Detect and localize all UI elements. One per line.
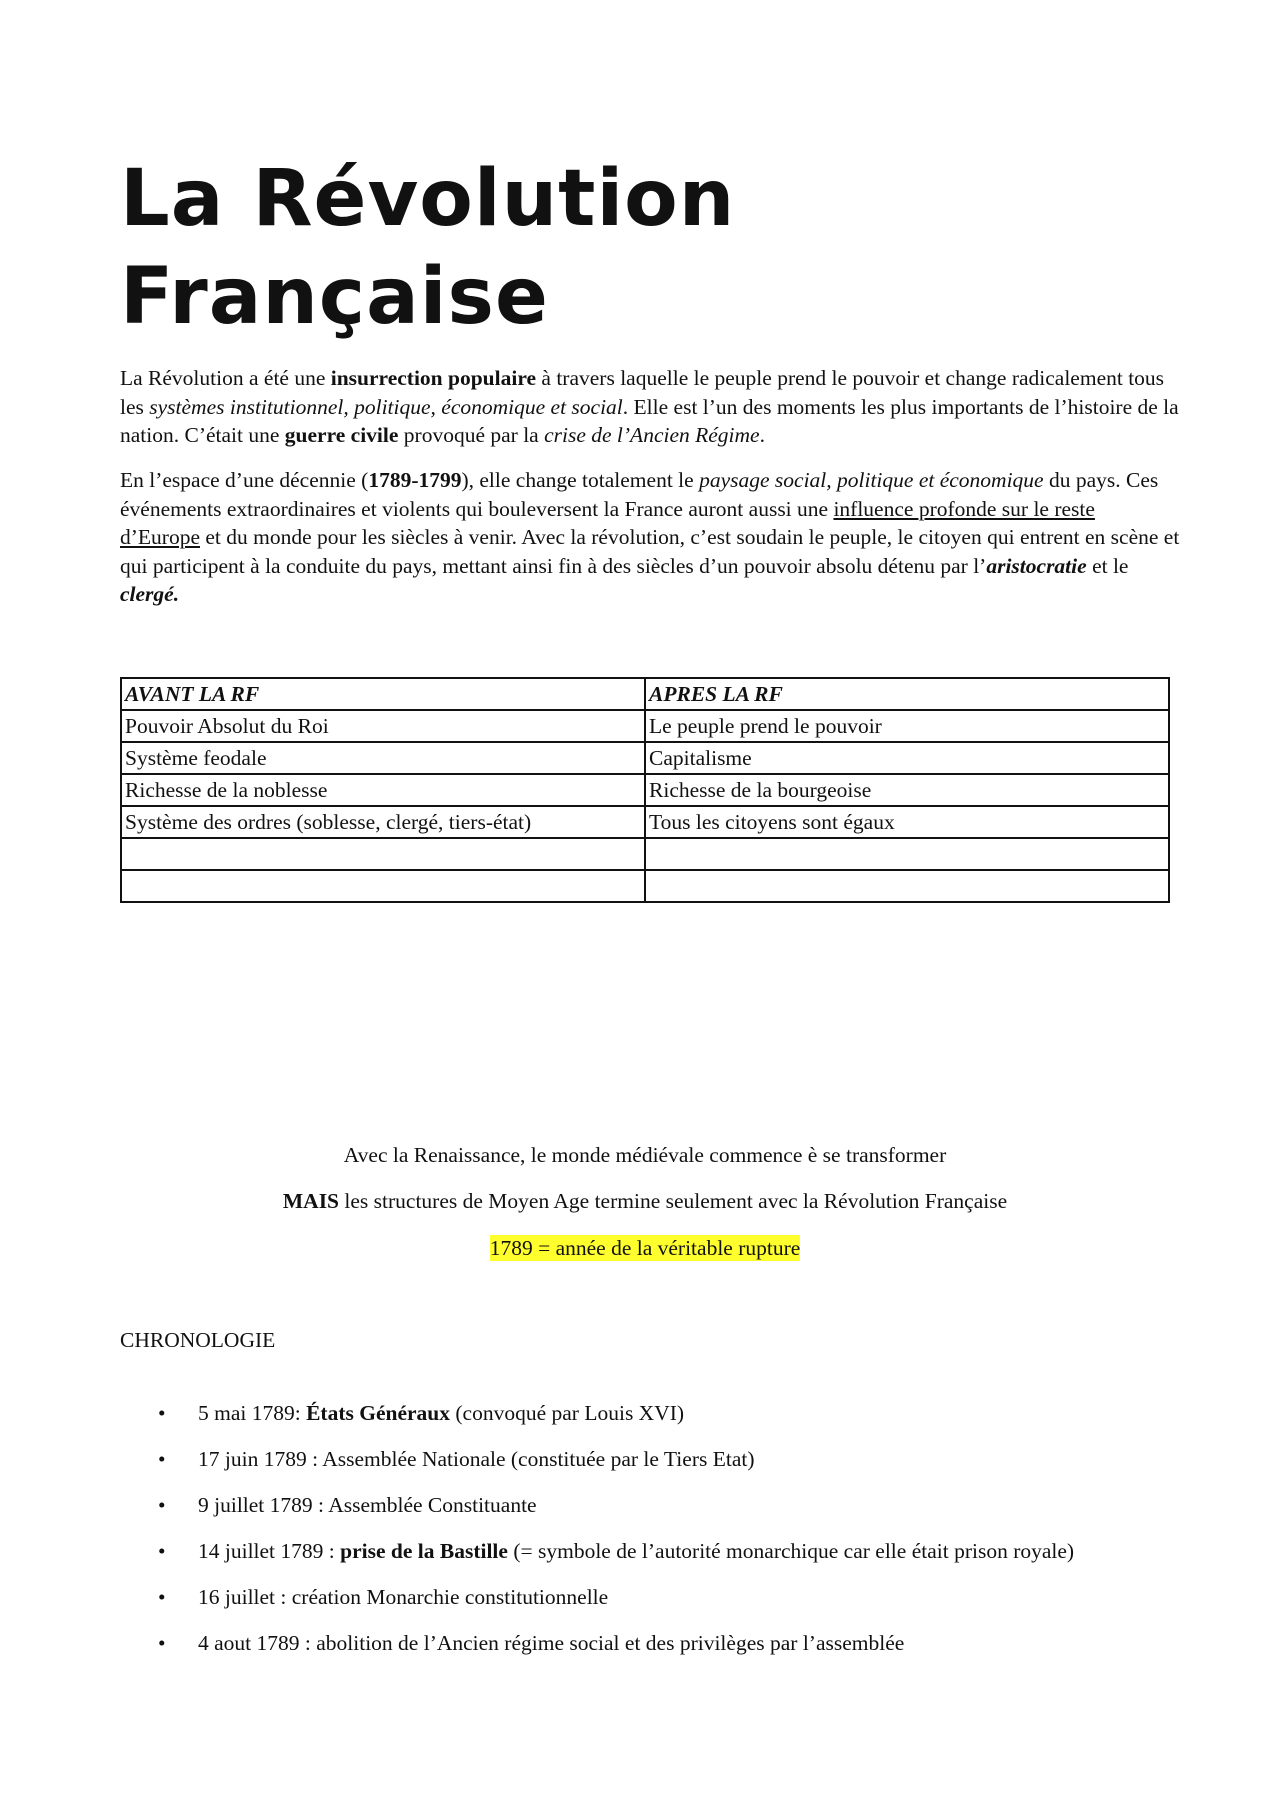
text-run: En l’espace d’une décennie ( xyxy=(120,468,369,492)
intro-paragraph xyxy=(120,364,1180,450)
bullet-icon: • xyxy=(158,1447,166,1471)
list-item xyxy=(120,1583,1180,1611)
list-item xyxy=(120,1445,1180,1473)
table-cell: Capitalisme xyxy=(645,742,1169,774)
bold-run: guerre civile xyxy=(284,423,399,447)
table-row xyxy=(121,742,1169,774)
bold-run: MAIS xyxy=(282,1189,340,1213)
page-title: La Révolution Française xyxy=(120,154,736,342)
comparison-table xyxy=(120,677,1170,903)
italic-run: crise de l’Ancien Régime xyxy=(544,423,760,447)
table-cell: Le peuple prend le pouvoir xyxy=(645,710,1169,742)
chronologie-heading: CHRONOLOGIE xyxy=(120,1328,276,1352)
text-run: (= symbole de l’autorité monarchique car elle était prison royale) xyxy=(507,1539,1075,1563)
table-header-apres: APRES LA RF xyxy=(645,678,1169,710)
text-run: 16 juillet : création Monarchie constitutionnelle xyxy=(198,1585,609,1609)
table-cell xyxy=(121,870,645,902)
text-run: 4 aout 1789 : abolition de l’Ancien régime social et des privilèges par l’assemblée xyxy=(198,1631,905,1655)
renaissance-line: Avec la Renaissance, le monde médiévale commence è se transformer xyxy=(343,1143,947,1167)
bold-italic-run: clergé. xyxy=(120,582,180,606)
list-item xyxy=(120,1399,1180,1427)
italic-run: paysage social, politique et économique xyxy=(699,468,1044,492)
table-cell xyxy=(645,870,1169,902)
bold-run: insurrection populaire xyxy=(330,366,537,390)
bullet-icon: • xyxy=(158,1539,166,1563)
bullet-icon: • xyxy=(158,1493,166,1517)
table-cell: Tous les citoyens sont égaux xyxy=(645,806,1169,838)
table-header-row xyxy=(121,678,1169,710)
text-run: et du monde pour les siècles à venir. Avec la révolution, c’est soudain le peuple, le citoyen qui entrent en scène et qui participent à la conduite du pays, mettant ainsi fin à des siècles d’un pouvoir absolu détenu par l’ xyxy=(120,525,1180,578)
bold-run: 1789-1799 xyxy=(368,468,462,492)
text-run: La Révolution a été une xyxy=(120,366,331,390)
text-run: 14 juillet 1789 : xyxy=(198,1539,341,1563)
highlighted-text: 1789 = année de la véritable rupture xyxy=(489,1236,801,1260)
text-run: . Elle est l’un des moments les plus importants de l’histoire de la nation. C’était une xyxy=(120,394,1179,447)
text-run: provoqué par la xyxy=(398,423,545,447)
underlined-run: influence profonde sur le reste d’Europe xyxy=(120,496,1095,549)
table-row xyxy=(121,806,1169,838)
bullet-icon: • xyxy=(158,1585,166,1609)
text-run: du pays. Ces événements extraordinaires et violents qui bouleversent la France auront aussi une xyxy=(120,468,1159,521)
bullet-icon: • xyxy=(158,1631,166,1655)
italic-run: systèmes institutionnel, politique, économique et social xyxy=(149,394,623,419)
text-run: ), elle change totalement le xyxy=(461,468,700,492)
table-cell xyxy=(121,838,645,870)
table-cell: Richesse de la noblesse xyxy=(121,774,645,806)
decade-paragraph xyxy=(120,466,1180,609)
table-row xyxy=(121,710,1169,742)
table-row-empty xyxy=(121,838,1169,870)
text-run: à travers laquelle le peuple prend le pouvoir et change radicalement tous les xyxy=(120,366,1165,419)
bold-run: prise de la Bastille xyxy=(340,1539,508,1563)
text-run: (convoqué par Louis XVI) xyxy=(450,1401,685,1425)
text-run: 5 mai 1789: xyxy=(198,1401,307,1425)
moyen-age-line xyxy=(120,1187,1170,1215)
rupture-line xyxy=(120,1234,1170,1262)
text-run: 17 juin 1789 : Assemblée Nationale (constituée par le Tiers Etat) xyxy=(198,1447,755,1471)
list-item xyxy=(120,1537,1180,1565)
table-row-empty xyxy=(121,870,1169,902)
text-run: . xyxy=(759,423,765,447)
table-cell: Pouvoir Absolut du Roi xyxy=(121,710,645,742)
table-cell: Système feodale xyxy=(121,742,645,774)
chronologie-list xyxy=(120,1399,1180,1675)
text-run: les structures de Moyen Age termine seulement avec la Révolution Française xyxy=(339,1189,1008,1213)
bold-run: États Généraux xyxy=(306,1401,451,1425)
bullet-icon: • xyxy=(158,1401,166,1425)
list-item xyxy=(120,1491,1180,1519)
text-run: et le xyxy=(1086,553,1129,578)
table-row xyxy=(121,774,1169,806)
bold-italic-run: aristocratie xyxy=(986,553,1087,578)
text-run: 9 juillet 1789 : Assemblée Constituante xyxy=(198,1493,537,1517)
table-cell: Système des ordres (soblesse, clergé, tiers-état) xyxy=(121,806,645,838)
table-header-avant: AVANT LA RF xyxy=(121,678,645,710)
list-item xyxy=(120,1629,1180,1657)
table-cell xyxy=(645,838,1169,870)
table-cell: Richesse de la bourgeoise xyxy=(645,774,1169,806)
